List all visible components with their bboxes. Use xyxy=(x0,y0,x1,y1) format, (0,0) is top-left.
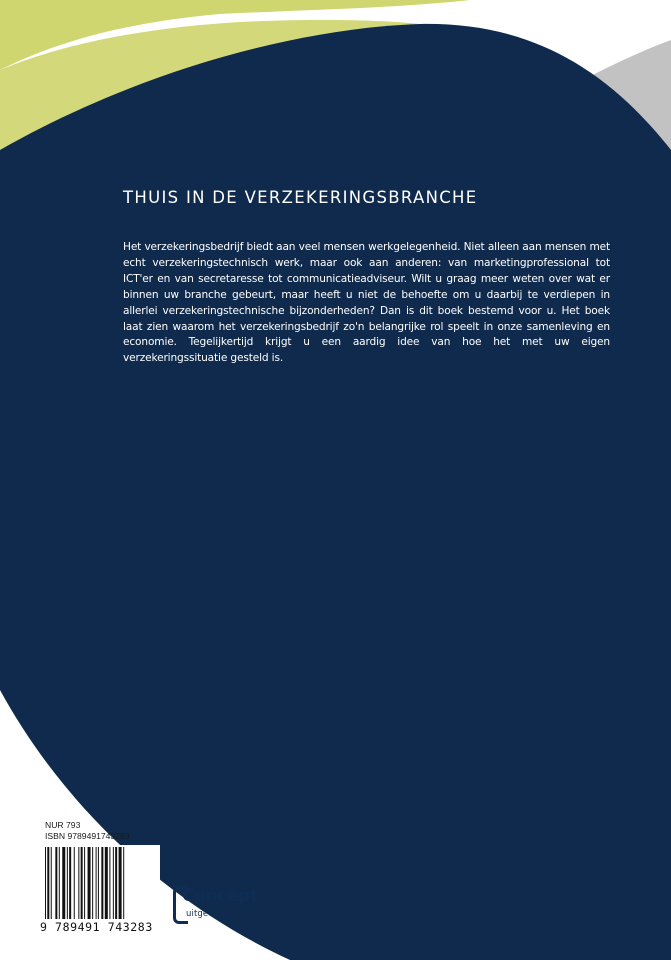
barcode xyxy=(40,845,160,933)
logo-wordmark: Concept xyxy=(182,886,258,906)
nur-code: NUR 793 xyxy=(45,820,81,830)
logo-subtitle: uitgeefgroep xyxy=(186,909,242,919)
barcode-digits: 9 789491 743283 xyxy=(40,920,153,934)
isbn-number: ISBN 9789491743283 xyxy=(45,831,130,841)
barcode-bars xyxy=(45,847,155,919)
cover-description: Het verzekeringsbedrijf biedt aan veel mensen werkgelegenheid. Niet alleen aan mensen met echt verzekeringstechnisch werk, maar ook aan anderen: van marketingprofessional tot ICT'er en van secretaresse tot communicatieadviseur. Wilt u graag meer weten over wat er binnen uw branche gebeurt, maar heeft u niet de behoefte om u daarbij te verdiepen in allerlei verzekeringstechnische bijzonderheden? Dan is dit boek bestemd voor u. Het boek laat zien waarom het verzekeringsbedrijf zo'n belangrijke rol speelt in onze samenleving en economie. Tegelijkertijd krijgt u een aardig idee van hoe het met uw eigen verzekeringssituatie gesteld is. xyxy=(123,241,610,365)
cover-title: THUIS IN DE VERZEKERINGSBRANCHE xyxy=(123,188,478,207)
isbn-info xyxy=(45,820,130,842)
publisher-logo xyxy=(173,886,263,931)
